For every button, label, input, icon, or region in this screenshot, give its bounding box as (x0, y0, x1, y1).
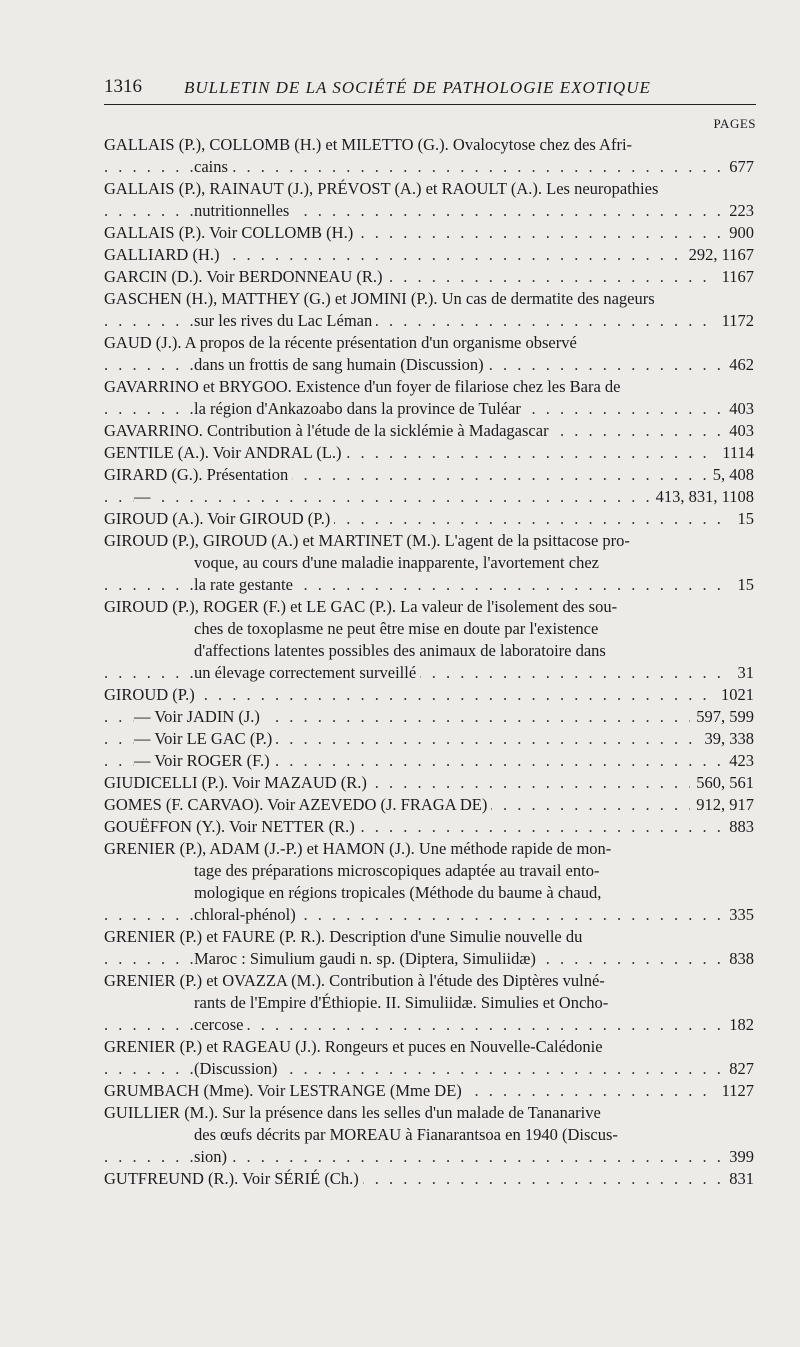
entry-pages: 831 (723, 1168, 754, 1190)
entry-line (104, 178, 754, 200)
entry-text: GOUËFFON (Y.). Voir NETTER (R.) (104, 817, 359, 836)
author-index-list (104, 134, 754, 1190)
entry-pages: 292, 1167 (683, 244, 754, 266)
entry-line (104, 816, 754, 838)
entry-pages: 335 (723, 904, 754, 926)
entry-line (104, 948, 754, 970)
entry-line (104, 376, 754, 398)
entry-text: GIROUD (A.). Voir GIROUD (P.) (104, 509, 334, 528)
index-entry (104, 728, 754, 750)
entry-text: — Voir LE GAC (P.) (134, 729, 276, 748)
entry-text: cains (194, 157, 232, 176)
entry-line (104, 860, 754, 882)
entry-text: GRENIER (P.) et FAURE (P. R.). Description d'une Simulie nouvelle du (104, 927, 586, 946)
entry-pages: 413, 831, 1108 (650, 486, 754, 508)
entry-pages: 182 (723, 1014, 754, 1036)
entry-text: GUILLIER (M.). Sur la présence dans les selles d'un malade de Tananarive (104, 1103, 605, 1122)
entry-text: mologique en régions tropicales (Méthode du baume à chaud, (194, 883, 605, 902)
entry-line (104, 486, 754, 508)
entry-line (104, 200, 754, 222)
entry-line (104, 1124, 754, 1146)
entry-line (104, 222, 754, 244)
entry-pages: 1172 (716, 310, 754, 332)
entry-pages: 827 (723, 1058, 754, 1080)
entry-text: GRUMBACH (Mme). Voir LESTRANGE (Mme DE) (104, 1081, 466, 1100)
index-entry (104, 464, 754, 486)
entry-text: GOMES (F. CARVAO). Voir AZEVEDO (J. FRAGA DE) (104, 795, 491, 814)
entry-line (104, 970, 754, 992)
index-entry (104, 244, 754, 266)
entry-pages: 462 (723, 354, 754, 376)
index-entry (104, 750, 754, 772)
entry-line (104, 332, 754, 354)
entry-text: — Voir ROGER (F.) (134, 751, 274, 770)
entry-line (104, 904, 754, 926)
index-entry (104, 970, 754, 1036)
entry-line (104, 596, 754, 618)
entry-line (104, 464, 754, 486)
entry-pages: 15 (732, 574, 755, 596)
entry-line (104, 684, 754, 706)
entry-text: GARCIN (D.). Voir BERDONNEAU (R.) (104, 267, 387, 286)
entry-text: GIROUD (P.), ROGER (F.) et LE GAC (P.). La valeur de l'isolement des sou- (104, 597, 621, 616)
entry-line (104, 156, 754, 178)
entry-line (104, 442, 754, 464)
entry-text: GRENIER (P.), ADAM (J.-P.) et HAMON (J.). Une méthode rapide de mon- (104, 839, 615, 858)
entry-pages: 1114 (716, 442, 754, 464)
entry-line (104, 706, 754, 728)
index-entry (104, 134, 754, 178)
entry-text: sion) (194, 1147, 231, 1166)
index-entry (104, 420, 754, 442)
entry-line (104, 530, 754, 552)
entry-line (104, 354, 754, 376)
entry-line (104, 552, 754, 574)
entry-pages: 399 (723, 1146, 754, 1168)
entry-line (104, 134, 754, 156)
entry-text: la rate gestante (194, 575, 297, 594)
entry-text: dans un frottis de sang humain (Discussion) (194, 355, 488, 374)
entry-pages: 1021 (715, 684, 754, 706)
entry-line (104, 1014, 754, 1036)
entry-line (104, 882, 754, 904)
entry-line (104, 1080, 754, 1102)
entry-text: GAUD (J.). A propos de la récente présentation d'un organisme observé (104, 333, 581, 352)
entry-text: nutritionnelles (194, 201, 293, 220)
entry-text: GIROUD (P.), GIROUD (A.) et MARTINET (M.). L'agent de la psittacose pro- (104, 531, 634, 550)
entry-line (104, 728, 754, 750)
entry-pages: 1127 (716, 1080, 754, 1102)
entry-pages: 15 (732, 508, 755, 530)
entry-text: — Voir JADIN (J.) (134, 707, 264, 726)
entry-line (104, 1058, 754, 1080)
entry-text: d'affections latentes possibles des animaux de laboratoire dans (194, 641, 610, 660)
index-entry (104, 1036, 754, 1080)
entry-pages: 39, 338 (699, 728, 755, 750)
index-entry (104, 706, 754, 728)
entry-line (104, 266, 754, 288)
entry-pages: 423 (723, 750, 754, 772)
entry-pages: 900 (723, 222, 754, 244)
entry-pages: 5, 408 (707, 464, 754, 486)
entry-text: GAVARRINO. Contribution à l'étude de la sicklémie à Madagascar (104, 421, 553, 440)
entry-line (104, 772, 754, 794)
entry-pages: 838 (723, 948, 754, 970)
page-number: 1316 (104, 76, 142, 97)
index-entry (104, 1080, 754, 1102)
index-entry (104, 816, 754, 838)
entry-text: ches de toxoplasme ne peut être mise en doute par l'existence (194, 619, 602, 638)
index-entry (104, 1102, 754, 1168)
index-entry (104, 442, 754, 464)
entry-line (104, 992, 754, 1014)
entry-line (104, 288, 754, 310)
index-entry (104, 596, 754, 684)
entry-line (104, 398, 754, 420)
running-header (104, 74, 756, 105)
entry-pages: 677 (723, 156, 754, 178)
entry-line (104, 794, 754, 816)
entry-pages: 403 (723, 398, 754, 420)
entry-text: un élevage correctement surveillé (194, 663, 420, 682)
entry-pages: 403 (723, 420, 754, 442)
entry-text: tage des préparations microscopiques adaptée au travail ento- (194, 861, 603, 880)
entry-line (104, 838, 754, 860)
entry-text: GASCHEN (H.), MATTHEY (G.) et JOMINI (P.). Un cas de dermatite des nageurs (104, 289, 659, 308)
entry-line (104, 1146, 754, 1168)
index-entry (104, 266, 754, 288)
entry-text: GUTFREUND (R.). Voir SÉRIÉ (Ch.) (104, 1169, 363, 1188)
entry-line (104, 244, 754, 266)
entry-line (104, 640, 754, 662)
entry-pages: 560, 561 (690, 772, 754, 794)
entry-line (104, 310, 754, 332)
entry-text: GIUDICELLI (P.). Voir MAZAUD (R.) (104, 773, 371, 792)
entry-text: GIROUD (P.) (104, 685, 199, 704)
entry-line (104, 574, 754, 596)
entry-text: la région d'Ankazoabo dans la province de Tuléar (194, 399, 525, 418)
index-entry (104, 486, 754, 508)
entry-text: — (134, 487, 155, 506)
entry-pages: 912, 917 (690, 794, 754, 816)
entry-text: GRENIER (P.) et RAGEAU (J.). Rongeurs et puces en Nouvelle-Calédonie (104, 1037, 607, 1056)
entry-text: GALLAIS (P.). Voir COLLOMB (H.) (104, 223, 357, 242)
entry-text: GALLIARD (H.) (104, 245, 223, 264)
journal-title: BULLETIN DE LA SOCIÉTÉ DE PATHOLOGIE EXOTIQUE (184, 78, 651, 97)
entry-text: (Discussion) (194, 1059, 281, 1078)
index-entry (104, 288, 754, 332)
index-entry (104, 530, 754, 596)
entry-line (104, 1102, 754, 1124)
entry-line (104, 618, 754, 640)
pages-column-label: PAGES (713, 116, 756, 131)
entry-text: chloral-phénol) (194, 905, 300, 924)
index-entry (104, 794, 754, 816)
entry-text: sur les rives du Lac Léman (194, 311, 376, 330)
index-entry (104, 1168, 754, 1190)
index-entry (104, 508, 754, 530)
entry-line (104, 1036, 754, 1058)
entry-line (104, 662, 754, 684)
index-entry (104, 376, 754, 420)
entry-text: GALLAIS (P.), COLLOMB (H.) et MILETTO (G.). Ovalocytose chez des Afri- (104, 135, 636, 154)
index-entry (104, 222, 754, 244)
entry-pages: 597, 599 (690, 706, 754, 728)
entry-line (104, 750, 754, 772)
index-entry (104, 178, 754, 222)
index-entry (104, 332, 754, 376)
entry-text: des œufs décrits par MOREAU à Fianarantsoa en 1940 (Discus- (194, 1125, 622, 1144)
entry-text: GAVARRINO et BRYGOO. Existence d'un foyer de filariose chez les Bara de (104, 377, 625, 396)
index-entry (104, 926, 754, 970)
entry-text: rants de l'Empire d'Éthiopie. II. Simuliidæ. Simulies et Oncho- (194, 993, 612, 1012)
entry-text: GIRARD (G.). Présentation (104, 465, 292, 484)
entry-pages: 31 (732, 662, 755, 684)
entry-text: GALLAIS (P.), RAINAUT (J.), PRÉVOST (A.) et RAOULT (A.). Les neuropathies (104, 179, 662, 198)
entry-text: GRENIER (P.) et OVAZZA (M.). Contribution à l'étude des Diptères vulné- (104, 971, 609, 990)
index-entry (104, 838, 754, 926)
entry-text: cercose (194, 1015, 247, 1034)
index-entry (104, 684, 754, 706)
entry-line (104, 508, 754, 530)
entry-text: Maroc : Simulium gaudi n. sp. (Diptera, Simuliidæ) (194, 949, 540, 968)
entry-line (104, 1168, 754, 1190)
entry-pages: 223 (723, 200, 754, 222)
index-entry (104, 772, 754, 794)
entry-text: GENTILE (A.). Voir ANDRAL (L.) (104, 443, 346, 462)
entry-line (104, 926, 754, 948)
entry-pages: 1167 (716, 266, 754, 288)
entry-pages: 883 (723, 816, 754, 838)
entry-text: voque, au cours d'une maladie inapparente, l'avortement chez (194, 553, 603, 572)
entry-line (104, 420, 754, 442)
